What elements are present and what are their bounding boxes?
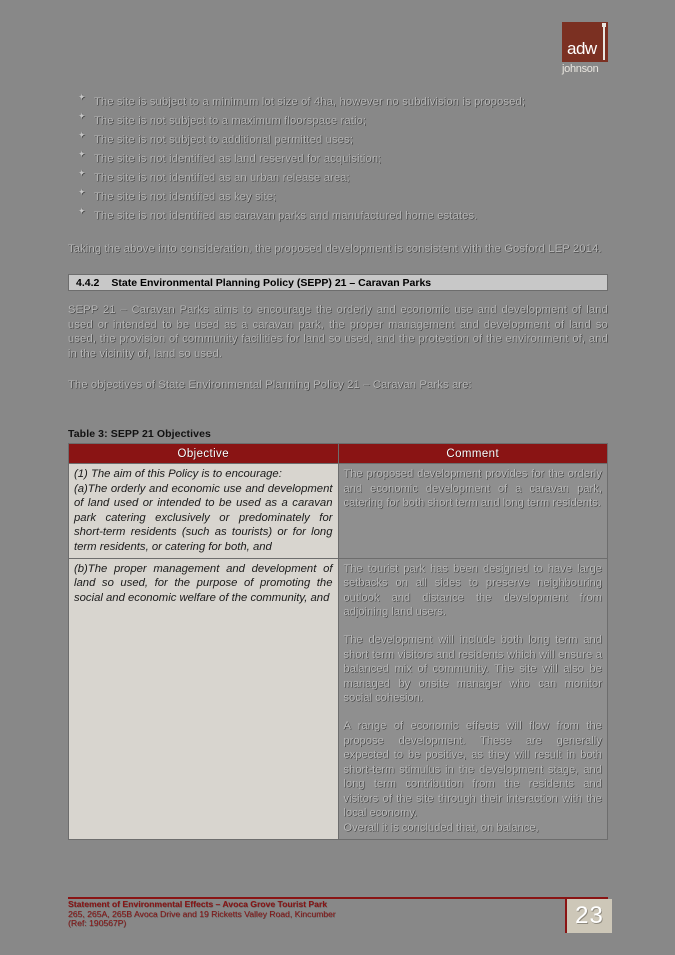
lep-compliance-bullet-list [68,92,608,224]
list-item [68,92,608,110]
table-header-row [69,444,608,464]
bullet-marker-icon: ✦ [78,111,86,121]
bullet-marker-icon: ✦ [78,130,86,140]
bullet-marker-icon: ✦ [78,92,86,102]
list-item-text: The site is subject to a minimum lot size of 4ha, however no subdivision is proposed; [94,96,526,108]
column-header-objective: Objective [69,444,339,464]
section-title: State Environmental Planning Policy (SEPP) 21 – Caravan Parks [111,276,432,289]
table-caption: Table 3: SEPP 21 Objectives [68,428,211,440]
list-item-text: The site is not identified as land reserved for acquisition; [94,153,382,165]
list-item [68,111,608,129]
logo-wordmark-text: johnson [562,63,599,75]
column-header-comment: Comment [338,444,608,464]
list-item-text: The site is not subject to a maximum floorspace ratio; [94,115,367,127]
objectives-intro-paragraph: The objectives of State Environmental Planning Policy 21 – Caravan Parks are: [68,379,472,391]
page-content [68,92,608,257]
list-item-text: The site is not identified as caravan parks and manufactured home estates. [94,210,478,222]
objective-cell [69,464,339,559]
comment-paragraph: The tourist park has been designed to have large setbacks on all sides to preserve neighbouring outlook and distance the development from adjoining land users. [343,562,602,619]
logo-bar-icon [603,26,605,60]
list-item [68,168,608,186]
list-item [68,149,608,167]
footer-reference-code: (Ref: 190567P) [68,918,127,929]
list-item [68,206,608,224]
list-item [68,130,608,148]
sepp-description-paragraph: SEPP 21 – Caravan Parks aims to encourage the orderly and economic use and development of land used or intended to be used as a caravan park, the proper management and development of land so used, the provision of community facilities for land so used, and the protection of the environment of, and in the vicinity of, land so used. [68,304,608,360]
objective-line: (a)The orderly and economic use and development of land used or intended to be used as a caravan park catering exclusively or predominately for short-term residents (such as tourists) or for long term residents, or catering for both, and [74,482,333,553]
adw-johnson-logo [562,22,624,78]
page-number-box [565,899,612,933]
sepp-21-objectives-table [68,443,608,840]
table-row [69,558,608,839]
page-number: 23 [575,902,604,929]
bullet-marker-icon: ✦ [78,168,86,178]
objective-cell [69,558,339,839]
bullet-marker-icon: ✦ [78,187,86,197]
comment-paragraph: The proposed development provides for the orderly and economic development of a caravan park, catering for both short term and long term residents. [343,468,602,510]
lep-summary-paragraph: Taking the above into consideration, the proposed development is consistent with the Gosford LEP 2014. [68,243,602,255]
table-row [69,464,608,559]
bullet-marker-icon: ✦ [78,206,86,216]
bullet-marker-icon: ✦ [78,149,86,159]
list-item-text: The site is not subject to additional permitted uses; [94,134,354,146]
comment-paragraph: A range of economic effects will flow from the propose development. These are generally expected to be positive, as they will result in both short-term stimulus in the development stage, and long term contribution from the residents and visitors of the site through their interaction with the local economy. [343,719,602,820]
objective-line: (b)The proper management and development of land so used, for the purpose of promoting the social and economic welfare of the community, and [74,562,333,604]
footer-document-title: Statement of Environmental Effects – Avoca Grove Tourist Park [68,899,327,909]
section-number: 4.4.2 [76,276,100,289]
comment-paragraph: The development will include both long term and short term visitors and residents which will ensure a balanced mix of community. The site will also be managed by onsite manager who can monitor social cohesion. [343,633,602,705]
list-item [68,187,608,205]
list-item-text: The site is not identified as key site; [94,191,277,203]
section-heading-4-4-2 [68,274,608,291]
comment-cell [338,558,608,839]
logo-mark-text: adw [567,39,597,58]
comment-paragraph: Overall it is concluded that, on balance, [343,822,539,835]
comment-cell [338,464,608,559]
list-item-text: The site is not identified as an urban release area; [94,172,350,184]
sepp-body [68,303,608,393]
footer-site-address: 265, 265A, 265B Avoca Drive and 19 Ricketts Valley Road, Kincumber [68,908,336,919]
objective-line: (1) The aim of this Policy is to encourage: [74,468,282,480]
footer-reference-block [68,900,498,929]
